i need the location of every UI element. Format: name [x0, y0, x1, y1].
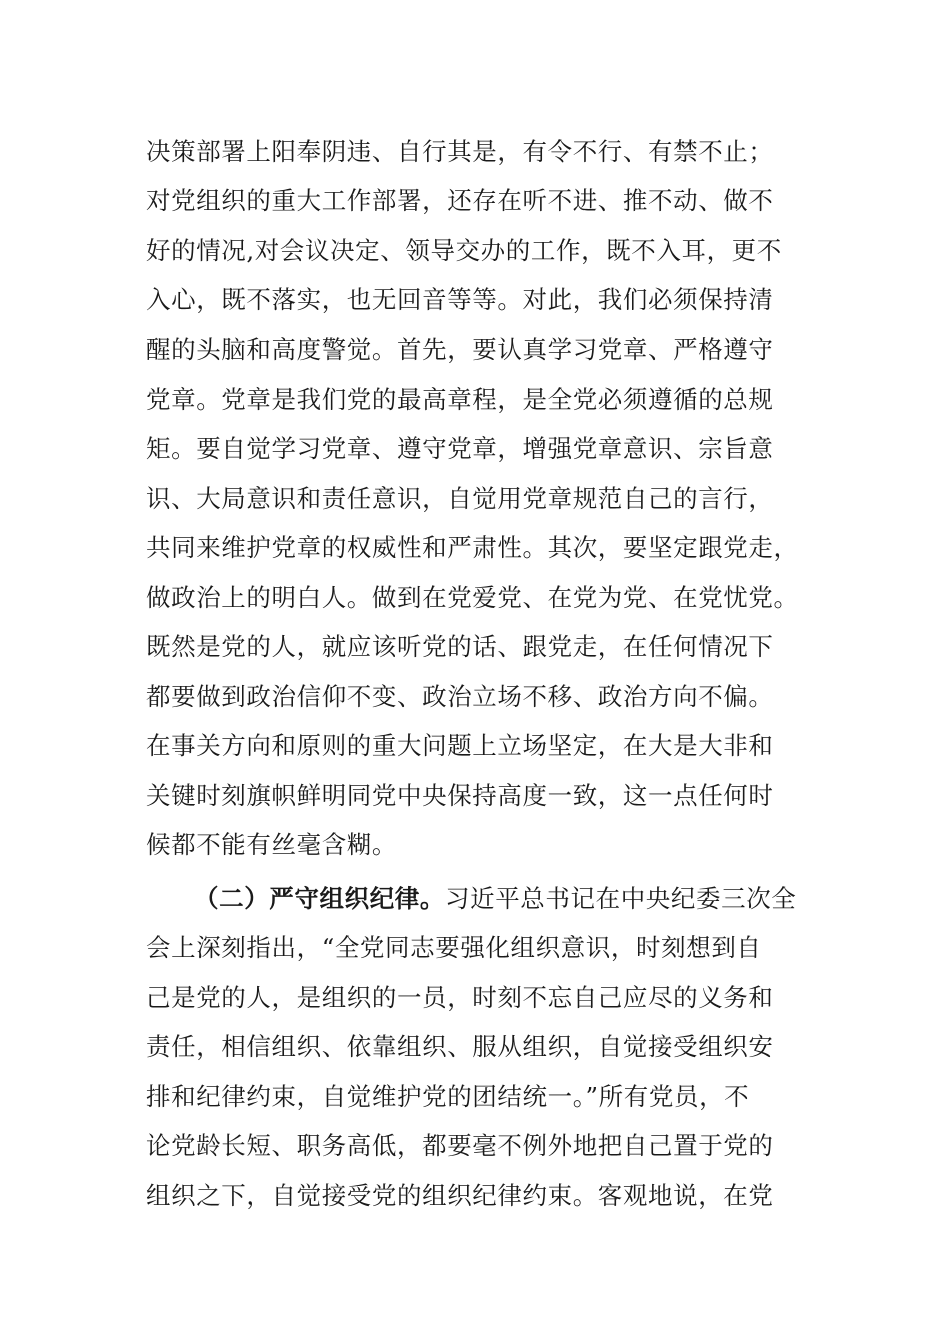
text-line: 会上深刻指出，“全党同志要强化组织意识，时刻想到自: [146, 933, 762, 962]
text-line: 做政治上的明白人。做到在党爱党、在党为党、在党忧党。: [146, 583, 799, 612]
section-heading-line: [194, 879, 806, 919]
text-line: 己是党的人，是组织的一员，时刻不忘自己应尽的义务和: [146, 983, 774, 1012]
text-line: 决策部署上阳奉阴违、自行其是，有令不行、有禁不止；: [146, 137, 774, 166]
text-line: 党章。党章是我们党的最高章程，是全党必须遵循的总规: [146, 385, 774, 414]
text-line: 责任，相信组织、依靠组织、服从组织，自觉接受组织安: [146, 1032, 774, 1061]
text-line: 候都不能有丝毫含糊。: [146, 830, 397, 859]
text-line: 对党组织的重大工作部署，还存在听不进、推不动、做不: [146, 186, 774, 215]
text-line: 共同来维护党章的权威性和严肃性。其次，要坚定跟党走，: [146, 533, 799, 562]
text-line: 都要做到政治信仰不变、政治立场不移、政治方向不偏。: [146, 682, 774, 711]
text-line: 既然是党的人，就应该听党的话、跟党走，在任何情况下: [146, 632, 774, 661]
text-line: 组织之下，自觉接受党的组织纪律约束。客观地说，在党: [146, 1181, 774, 1210]
section-heading: （二）严守组织纪律。: [194, 884, 445, 913]
text-line: 矩。要自觉学习党章、遵守党章，增强党章意识、宗旨意: [146, 434, 774, 463]
text-line: 识、大局意识和责任意识，自觉用党章规范自己的言行，: [146, 484, 774, 513]
text-line: 关键时刻旗帜鲜明同党中央保持高度一致，这一点任何时: [146, 781, 774, 810]
text-line: 好的情况,对会议决定、领导交办的工作，既不入耳，更不: [146, 236, 782, 265]
text-line: 排和纪律约束，自觉维护党的团结统一。”所有党员，不: [146, 1082, 750, 1111]
text-line: 醒的头脑和高度警觉。首先，要认真学习党章、严格遵守: [146, 335, 774, 364]
text-run: 习近平总书记在中央纪委三次全: [445, 884, 797, 913]
text-line: 入心，既不落实，也无回音等等。对此，我们必须保持清: [146, 285, 774, 314]
text-line: 论党龄长短、职务高低，都要毫不例外地把自己置于党的: [146, 1131, 774, 1160]
text-line: 在事关方向和原则的重大问题上立场坚定，在大是大非和: [146, 731, 774, 760]
